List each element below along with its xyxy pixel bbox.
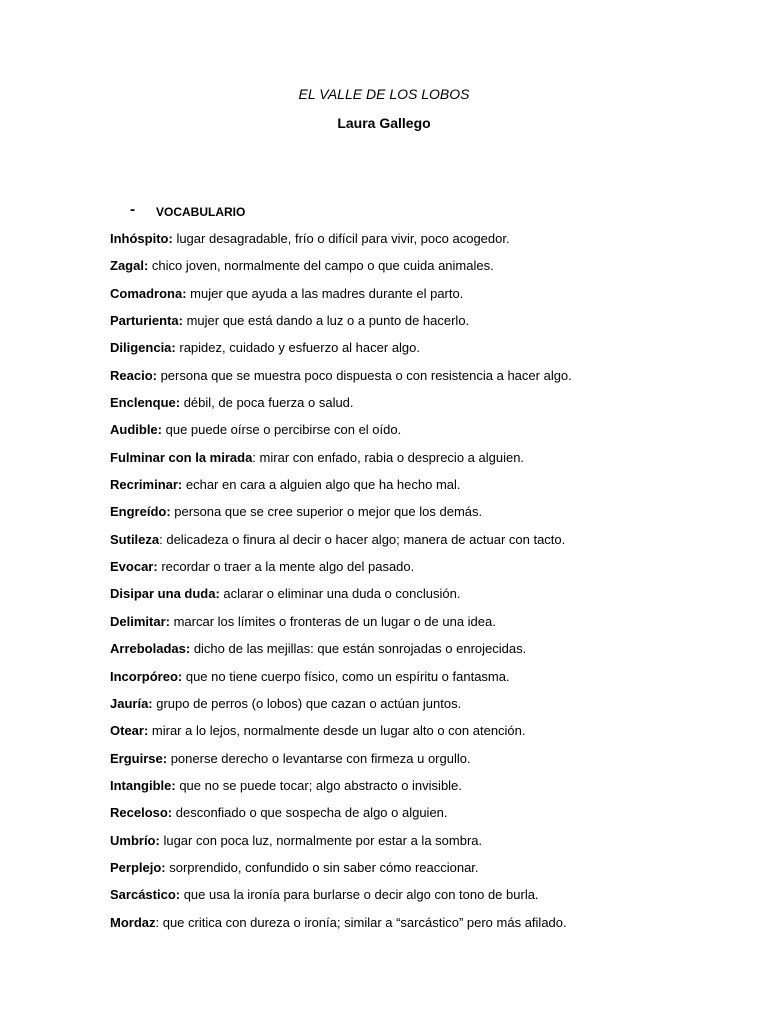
vocabulary-definition: aclarar o eliminar una duda o conclusión.: [219, 586, 461, 602]
document-author: Laura Gallego: [337, 115, 431, 131]
vocabulary-definition: que no se puede tocar; algo abstracto o invisible.: [175, 777, 462, 793]
vocabulary-definition: sorprendido, confundido o sin saber cómo reaccionar.: [165, 859, 479, 875]
vocabulary-definition: desconfiado o que sospecha de algo o alguien.: [172, 805, 448, 821]
vocabulary-term: Fulminar con la mirada: [110, 449, 253, 465]
vocabulary-term: Sarcástico:: [110, 887, 181, 903]
vocabulary-definition: lugar con poca luz, normalmente por estar a la sombra.: [159, 832, 483, 848]
vocabulary-entry: [110, 449, 730, 476]
vocabulary-term: Recriminar:: [110, 477, 183, 493]
vocabulary-definition: persona que se cree superior o mejor que los demás.: [170, 504, 483, 520]
vocabulary-entry: [110, 804, 730, 831]
vocabulary-term: Otear:: [110, 723, 149, 739]
vocabulary-entry: [110, 257, 730, 284]
vocabulary-term: Disipar una duda:: [110, 586, 220, 602]
document-title: EL VALLE DE LOS LOBOS: [298, 86, 470, 102]
vocabulary-definition: chico joven, normalmente del campo o que cuida animales.: [148, 258, 494, 274]
bullet-dash: -: [130, 201, 135, 218]
vocabulary-term: Jauría:: [110, 695, 153, 711]
vocabulary-entry: [110, 503, 730, 530]
vocabulary-term: Umbrío:: [110, 832, 160, 848]
vocabulary-term: Comadrona:: [110, 285, 187, 301]
vocabulary-definition: mujer que está dando a luz o a punto de hacerlo.: [182, 313, 470, 329]
vocabulary-term: Sutileza: [110, 531, 160, 547]
vocabulary-term: Diligencia:: [110, 340, 176, 356]
vocabulary-entry: [110, 312, 730, 339]
vocabulary-term: Delimitar:: [110, 613, 170, 629]
vocabulary-entry: [110, 421, 730, 448]
vocabulary-term: Audible:: [110, 422, 162, 438]
vocabulary-entry: [110, 640, 730, 667]
vocabulary-definition: que usa la ironía para burlarse o decir algo con tono de burla.: [180, 887, 539, 903]
vocabulary-term: Zagal:: [110, 258, 149, 274]
vocabulary-definition: rapidez, cuidado y esfuerzo al hacer algo.: [175, 340, 421, 356]
vocabulary-definition: mirar a lo lejos, normalmente desde un lugar alto o con atención.: [148, 723, 526, 739]
vocabulary-term: Receloso:: [110, 805, 173, 821]
vocabulary-entry: [110, 367, 730, 394]
vocabulary-term: Enclenque:: [110, 395, 181, 411]
vocabulary-entry: [110, 558, 730, 585]
vocabulary-definition: recordar o traer a la mente algo del pasado.: [157, 559, 415, 575]
vocabulary-term: Mordaz: [110, 914, 156, 930]
vocabulary-definition: : delicadeza o finura al decir o hacer algo; manera de actuar con tacto.: [159, 531, 566, 547]
vocabulary-definition: persona que se muestra poco dispuesta o con resistencia a hacer algo.: [156, 367, 572, 383]
vocabulary-term: Erguirse:: [110, 750, 168, 766]
vocabulary-entry: [110, 886, 730, 913]
vocabulary-term: Inhóspito:: [110, 231, 173, 246]
vocabulary-entry: [110, 476, 730, 503]
vocabulary-entry: [110, 777, 730, 804]
section-heading-label: VOCABULARIO: [156, 205, 246, 219]
vocabulary-entry: [110, 230, 730, 257]
vocabulary-term: Evocar:: [110, 559, 158, 575]
vocabulary-entry: [110, 285, 730, 312]
vocabulary-entry: [110, 750, 730, 777]
vocabulary-definition: débil, de poca fuerza o salud.: [180, 395, 354, 411]
vocabulary-definition: grupo de perros (o lobos) que cazan o actúan juntos.: [152, 695, 462, 711]
vocabulary-term: Reacio:: [110, 367, 157, 383]
section-heading: [130, 203, 245, 220]
vocabulary-term: Incorpóreo:: [110, 668, 183, 684]
vocabulary-entry: [110, 531, 730, 558]
vocabulary-entry: [110, 394, 730, 421]
vocabulary-entry: [110, 613, 730, 640]
vocabulary-definition: echar en cara a alguien algo que ha hecho mal.: [182, 477, 461, 493]
vocabulary-term: Intangible:: [110, 777, 176, 793]
vocabulary-definition: ponerse derecho o levantarse con firmeza u orgullo.: [167, 750, 471, 766]
vocabulary-definition: mujer que ayuda a las madres durante el parto.: [186, 285, 464, 301]
vocabulary-list: [110, 230, 730, 941]
vocabulary-entry: [110, 832, 730, 859]
vocabulary-definition: marcar los límites o fronteras de un lugar o de una idea.: [169, 613, 496, 629]
vocabulary-entry: [110, 914, 730, 941]
vocabulary-entry: [110, 695, 730, 722]
vocabulary-definition: que no tiene cuerpo físico, como un espíritu o fantasma.: [182, 668, 510, 684]
vocabulary-term: Engreído:: [110, 504, 171, 520]
vocabulary-entry: [110, 339, 730, 366]
vocabulary-definition: que puede oírse o percibirse con el oído.: [162, 422, 402, 438]
vocabulary-entry: [110, 585, 730, 612]
vocabulary-definition: lugar desagradable, frío o difícil para vivir, poco acogedor.: [172, 231, 510, 246]
vocabulary-term: Parturienta:: [110, 313, 183, 329]
vocabulary-definition: : mirar con enfado, rabia o desprecio a alguien.: [252, 449, 525, 465]
vocabulary-entry: [110, 859, 730, 886]
vocabulary-definition: dicho de las mejillas: que están sonrojadas o enrojecidas.: [190, 641, 527, 657]
vocabulary-definition: : que critica con dureza o ironía; similar a “sarcástico” pero más afilado.: [155, 914, 567, 930]
vocabulary-term: Arreboladas:: [110, 641, 191, 657]
vocabulary-entry: [110, 722, 730, 749]
vocabulary-entry: [110, 668, 730, 695]
vocabulary-term: Perplejo:: [110, 859, 166, 875]
